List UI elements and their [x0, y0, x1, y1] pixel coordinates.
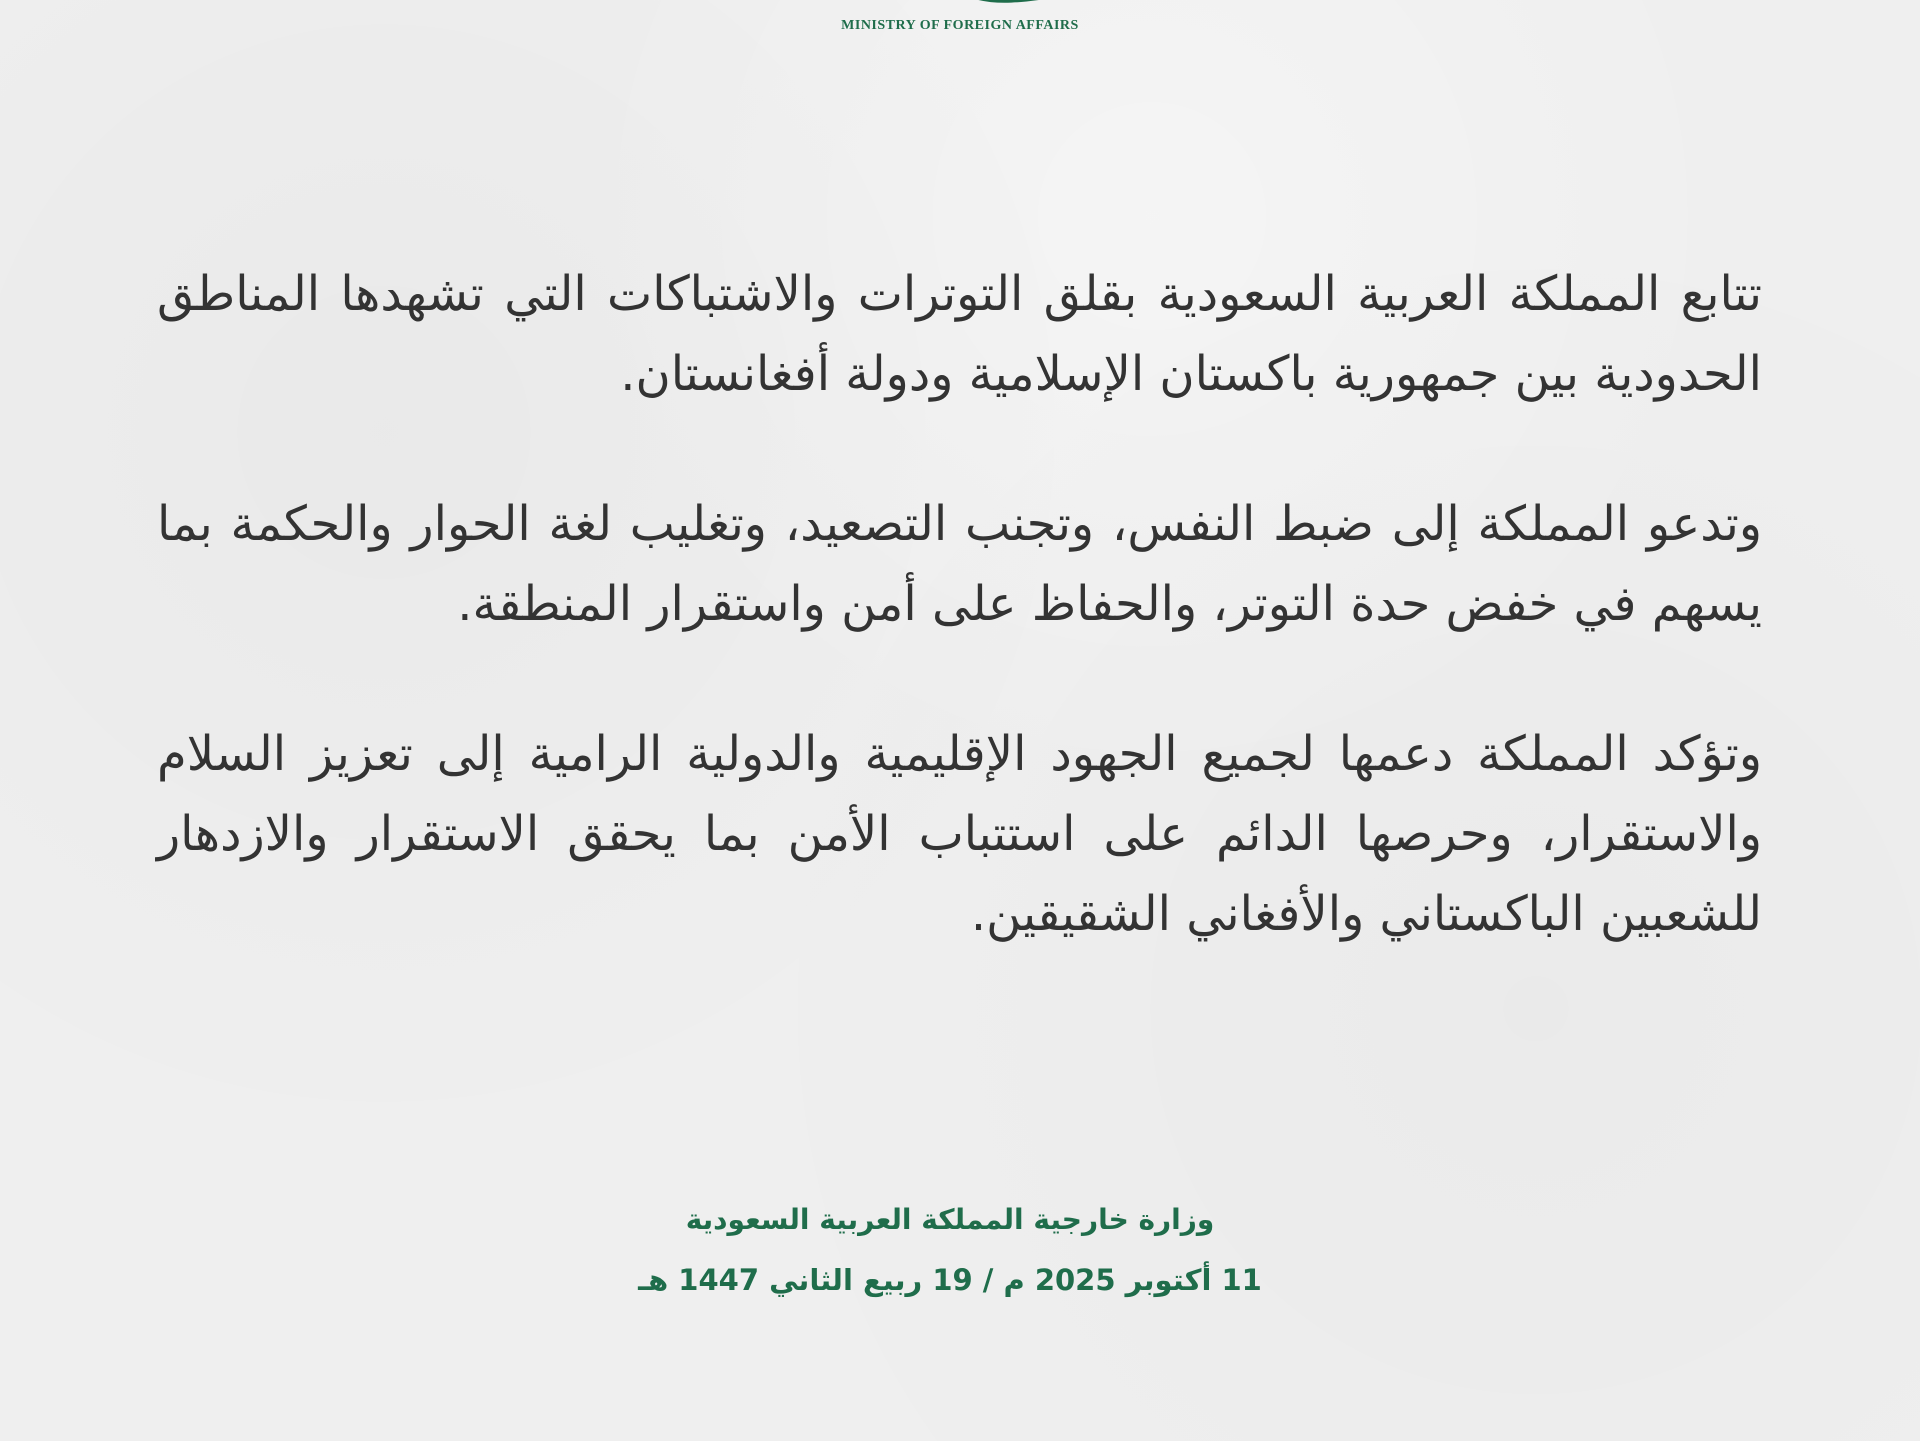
statement-paragraph: تتابع المملكة العربية السعودية بقلق التوترات والاشتباكات التي تشهدها المناطق الحدودية بين جمهورية باكستان الإسلامية ودولة أفغانستان.: [157, 266, 1762, 402]
ministry-emblem-icon: [830, 0, 1090, 8]
signature-block: [620, 1198, 1280, 1304]
statement-date: 11 أكتوبر 2025 م / 19 ربيع الثاني 1447 هـ: [638, 1263, 1262, 1297]
statement-body: [157, 254, 1762, 954]
statement-paragraph: وتؤكد المملكة دعمها لجميع الجهود الإقليمية والدولية الرامية إلى تعزيز السلام والاستقرار، وحرصها الدائم على استتباب الأمن بما يحقق الاستقرار والازدهار للشعبين الباكستاني والأفغاني الشقيقين.: [157, 726, 1762, 942]
statement-paragraph: وتدعو المملكة إلى ضبط النفس، وتجنب التصعيد، وتغليب لغة الحوار والحكمة بما يسهم في خفض حدة التوتر، والحفاظ على أمن واستقرار المنطقة.: [157, 496, 1762, 632]
ministry-signature: وزارة خارجية المملكة العربية السعودية: [685, 1203, 1215, 1236]
ministry-title: MINISTRY OF FOREIGN AFFAIRS: [841, 18, 1079, 33]
header: [0, 0, 1920, 42]
